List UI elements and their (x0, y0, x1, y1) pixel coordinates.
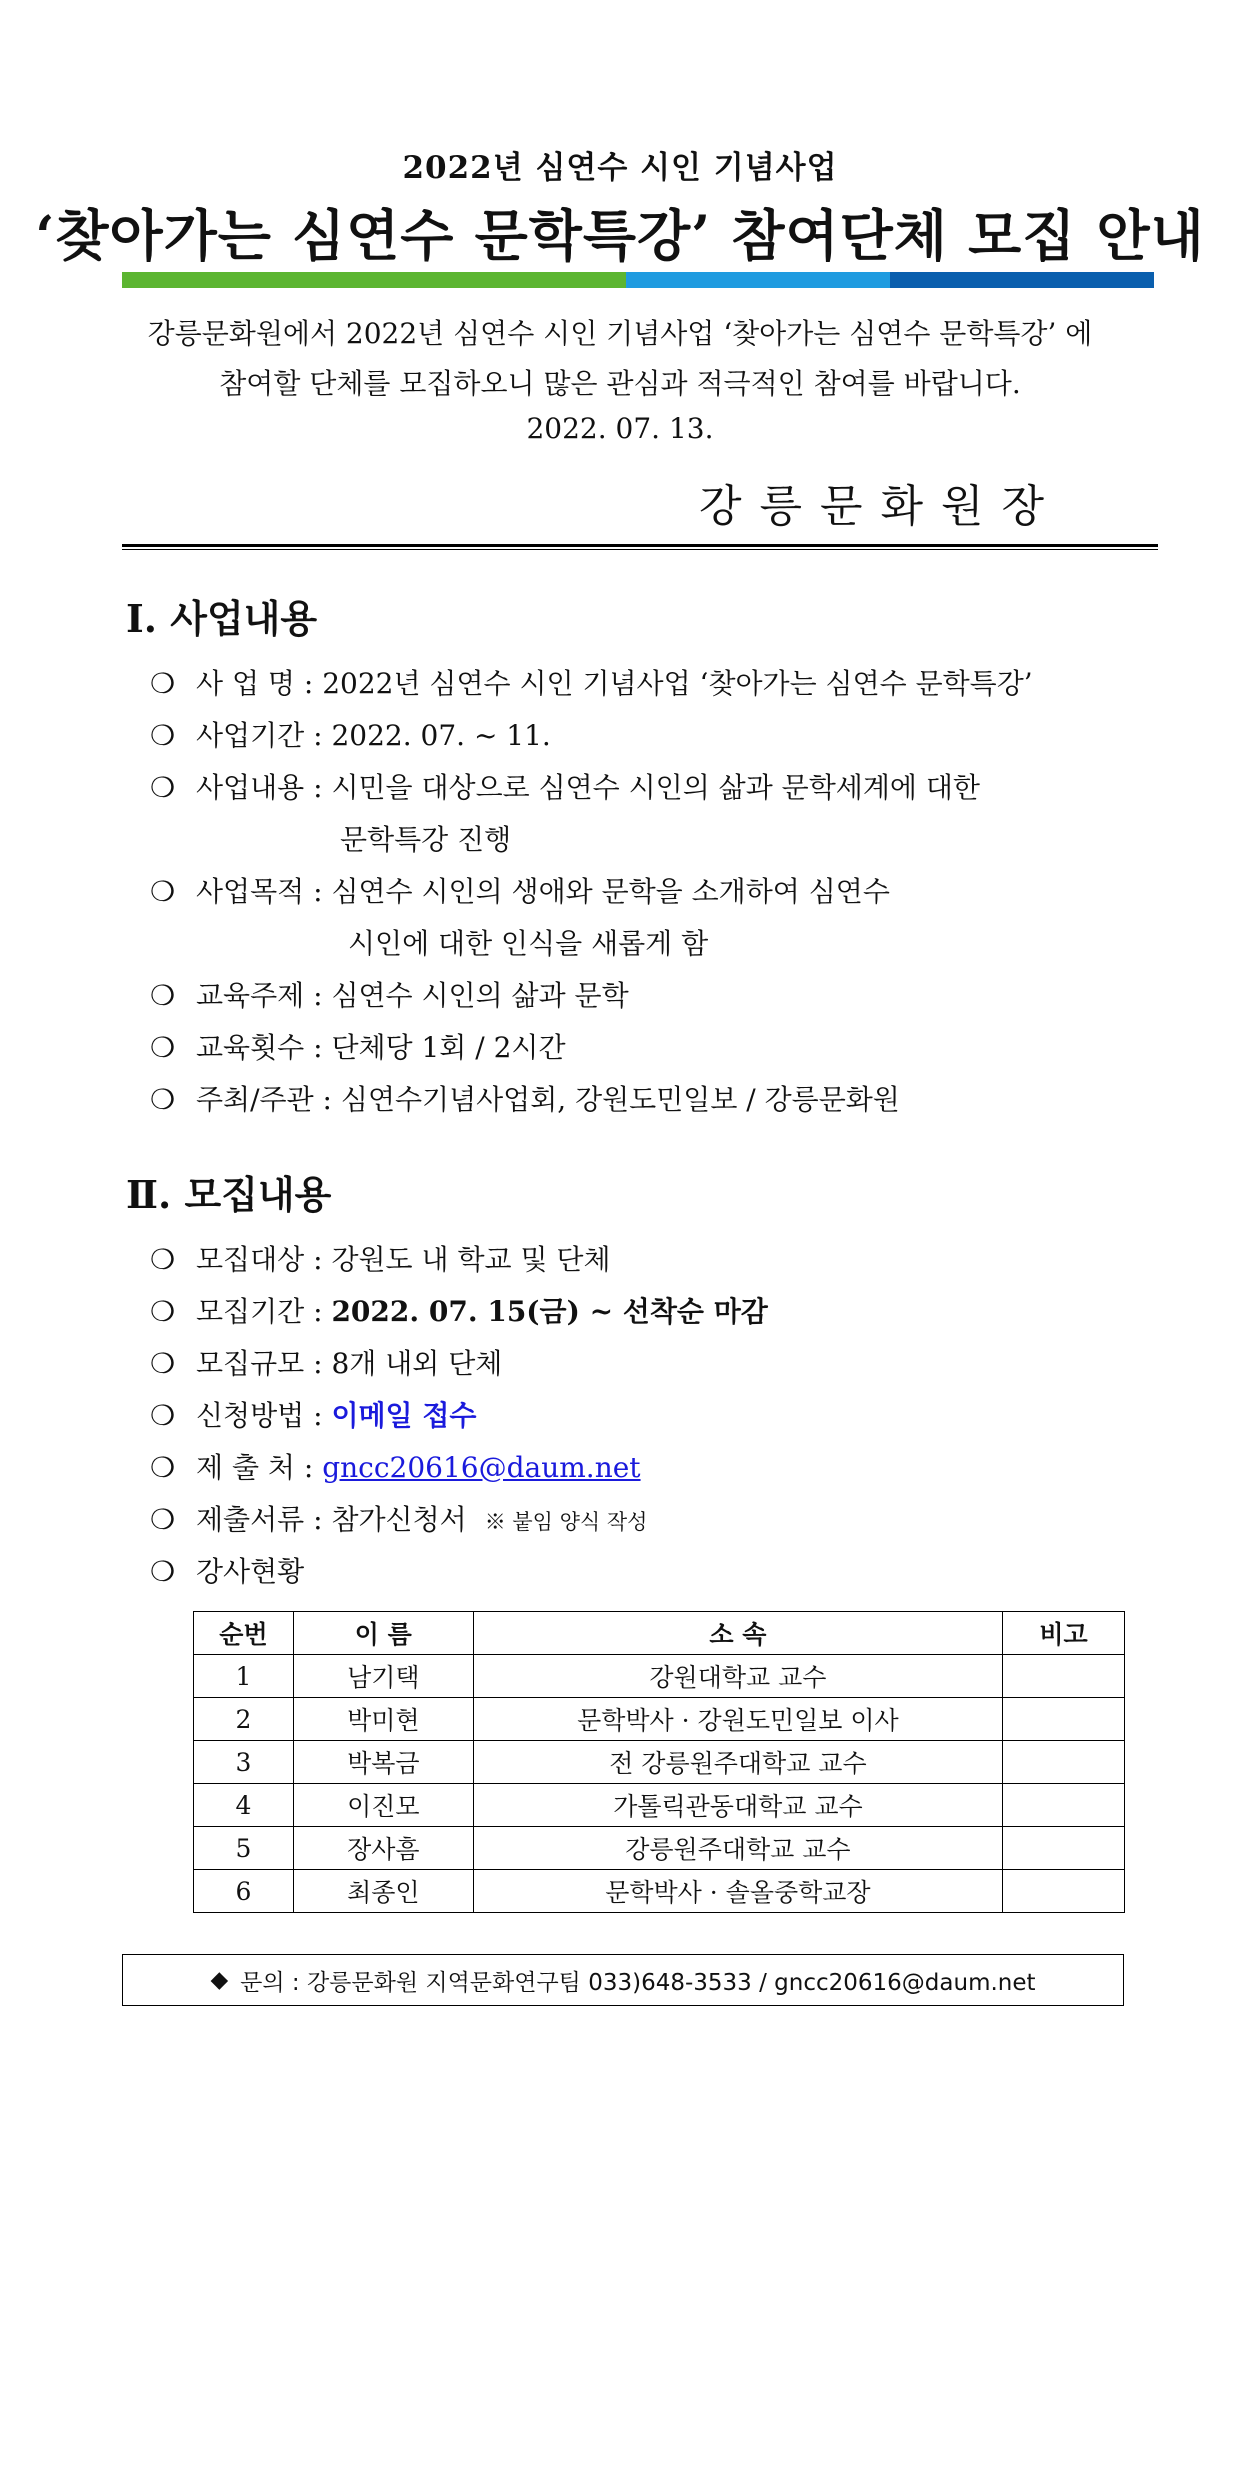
item-label: 사업목적 (196, 875, 305, 908)
business-item-purpose (150, 870, 890, 910)
business-item-period (150, 714, 551, 754)
circle-bullet-icon: ❍ (150, 1503, 176, 1536)
table-row (194, 1655, 1125, 1698)
item-value: 심연수 시인의 생애와 문학을 소개하여 심연수 (331, 875, 890, 908)
cell-no: 4 (194, 1784, 294, 1827)
circle-bullet-icon: ❍ (150, 1399, 176, 1432)
item-label: 주최/주관 (196, 1083, 314, 1116)
cell-no: 3 (194, 1741, 294, 1784)
cell-affiliation: 전 강릉원주대학교 교수 (473, 1741, 1002, 1784)
recruit-item-scale (150, 1342, 502, 1382)
item-separator: : (322, 1083, 332, 1116)
circle-bullet-icon: ❍ (150, 667, 176, 700)
section-title-business: Ⅰ. 사업내용 (126, 596, 318, 641)
cell-remarks (1003, 1870, 1125, 1913)
item-value: 단체당 1회 / 2시간 (331, 1031, 566, 1064)
color-bar-green (122, 272, 626, 288)
table-row (194, 1741, 1125, 1784)
cell-name: 박복금 (293, 1741, 473, 1784)
item-value: 8개 내외 단체 (331, 1347, 503, 1380)
table-row (194, 1698, 1125, 1741)
circle-bullet-icon: ❍ (150, 1451, 176, 1484)
document-title: ‘찾아가는 심연수 문학특강’ 참여단체 모집 안내 (35, 203, 1205, 268)
item-label: 제 출 처 (196, 1451, 295, 1484)
item-value: 2022. 07. 15(금) ~ 선착순 마감 (331, 1295, 768, 1328)
item-value: 이메일 접수 (331, 1399, 477, 1432)
item-separator: : (303, 667, 314, 700)
header-remarks: 비고 (1003, 1612, 1125, 1655)
item-label: 모집기간 (196, 1295, 305, 1328)
item-value: 심연수기념사업회, 강원도민일보 / 강릉문화원 (340, 1083, 900, 1116)
cell-name: 최종인 (293, 1870, 473, 1913)
attachment-note: ※ 붙임 양식 작성 (484, 1510, 648, 1534)
item-label: 사 업 명 (196, 667, 295, 700)
business-item-topic (150, 974, 629, 1014)
table-header-row (194, 1612, 1125, 1655)
cell-no: 5 (194, 1827, 294, 1870)
diamond-icon: ◆ (210, 1967, 229, 1993)
item-separator: : (303, 1451, 314, 1484)
circle-bullet-icon: ❍ (150, 1083, 176, 1116)
lecturer-table (193, 1611, 1125, 1913)
header-name: 이 름 (293, 1612, 473, 1655)
color-bar-darkblue (890, 272, 1154, 288)
document-subtitle: 2022년 심연수 시인 기념사업 (402, 150, 838, 186)
divider-thin (122, 549, 1158, 550)
item-separator: : (313, 719, 323, 752)
header-affiliation: 소 속 (473, 1612, 1002, 1655)
item-value: 참가신청서 (331, 1503, 467, 1536)
circle-bullet-icon: ❍ (150, 1243, 176, 1276)
business-item-host (150, 1078, 900, 1118)
table-row (194, 1784, 1125, 1827)
item-separator: : (313, 1347, 323, 1380)
item-value: 강원도 내 학교 및 단체 (331, 1243, 611, 1276)
item-value: 시민을 대상으로 심연수 시인의 삶과 문학세계에 대한 (331, 771, 980, 804)
item-value: 2022년 심연수 시인 기념사업 ‘찾아가는 심연수 문학특강’ (322, 667, 1033, 700)
circle-bullet-icon: ❍ (150, 1295, 176, 1328)
item-separator: : (313, 875, 323, 908)
business-item-content (150, 766, 980, 806)
title-color-bar (122, 272, 1154, 288)
intro-date: 2022. 07. 13. (526, 412, 714, 445)
table-row (194, 1827, 1125, 1870)
recruit-item-documents (150, 1498, 647, 1538)
recruit-item-target (150, 1238, 611, 1278)
business-item-name (150, 662, 1033, 702)
cell-remarks (1003, 1655, 1125, 1698)
email-link[interactable]: gncc20616@daum.net (322, 1451, 641, 1484)
intro-line-2: 참여할 단체를 모집하오니 많은 관심과 적극적인 참여를 바랍니다. (219, 367, 1021, 400)
recruit-item-lecturers (150, 1550, 304, 1590)
header-no: 순번 (194, 1612, 294, 1655)
circle-bullet-icon: ❍ (150, 875, 176, 908)
table-row (194, 1870, 1125, 1913)
cell-affiliation: 문학박사 · 솔올중학교장 (473, 1870, 1002, 1913)
section-title-recruitment: Ⅱ. 모집내용 (126, 1172, 332, 1217)
item-label: 강사현황 (196, 1555, 305, 1588)
cell-remarks (1003, 1741, 1125, 1784)
item-label: 사업내용 (196, 771, 305, 804)
business-item-purpose-cont: 시인에 대한 인식을 새롭게 함 (348, 927, 709, 960)
cell-no: 1 (194, 1655, 294, 1698)
item-label: 교육주제 (196, 979, 305, 1012)
item-separator: : (313, 1243, 323, 1276)
item-label: 교육횟수 (196, 1031, 305, 1064)
item-separator: : (313, 1295, 323, 1328)
cell-name: 이진모 (293, 1784, 473, 1827)
cell-remarks (1003, 1698, 1125, 1741)
circle-bullet-icon: ❍ (150, 1555, 176, 1588)
item-value: 심연수 시인의 삶과 문학 (331, 979, 629, 1012)
item-label: 신청방법 (196, 1399, 305, 1432)
circle-bullet-icon: ❍ (150, 1347, 176, 1380)
item-value: 2022. 07. ~ 11. (331, 719, 551, 752)
circle-bullet-icon: ❍ (150, 771, 176, 804)
item-label: 사업기간 (196, 719, 305, 752)
intro-line-1: 강릉문화원에서 2022년 심연수 시인 기념사업 ‘찾아가는 심연수 문학특강’ 에 (147, 317, 1093, 350)
cell-affiliation: 문학박사 · 강원도민일보 이사 (473, 1698, 1002, 1741)
cell-affiliation: 강원대학교 교수 (473, 1655, 1002, 1698)
recruit-item-method (150, 1394, 476, 1434)
item-separator: : (313, 1503, 323, 1536)
cell-remarks (1003, 1784, 1125, 1827)
contact-box (122, 1954, 1124, 2006)
item-label: 모집규모 (196, 1347, 305, 1380)
cell-affiliation: 강릉원주대학교 교수 (473, 1827, 1002, 1870)
circle-bullet-icon: ❍ (150, 979, 176, 1012)
cell-no: 6 (194, 1870, 294, 1913)
item-label: 제출서류 (196, 1503, 305, 1536)
item-separator: : (313, 1399, 323, 1432)
item-separator: : (313, 979, 323, 1012)
recruit-item-period (150, 1290, 768, 1330)
business-item-content-cont: 문학특강 진행 (340, 823, 512, 856)
cell-name: 박미현 (293, 1698, 473, 1741)
recruit-item-submit-to (150, 1446, 641, 1486)
cell-name: 장사흠 (293, 1827, 473, 1870)
contact-text: 문의 : 강릉문화원 지역문화연구팀 033)648-3533 / gncc20616@daum.net (240, 1969, 1036, 1996)
cell-remarks (1003, 1827, 1125, 1870)
color-bar-lightblue (626, 272, 890, 288)
organization-signature: 강릉문화원장 (698, 481, 1062, 532)
divider-thick (122, 544, 1158, 547)
item-separator: : (313, 1031, 323, 1064)
item-label: 모집대상 (196, 1243, 305, 1276)
business-item-sessions (150, 1026, 566, 1066)
circle-bullet-icon: ❍ (150, 1031, 176, 1064)
cell-name: 남기택 (293, 1655, 473, 1698)
circle-bullet-icon: ❍ (150, 719, 176, 752)
item-separator: : (313, 771, 323, 804)
cell-no: 2 (194, 1698, 294, 1741)
cell-affiliation: 가톨릭관동대학교 교수 (473, 1784, 1002, 1827)
